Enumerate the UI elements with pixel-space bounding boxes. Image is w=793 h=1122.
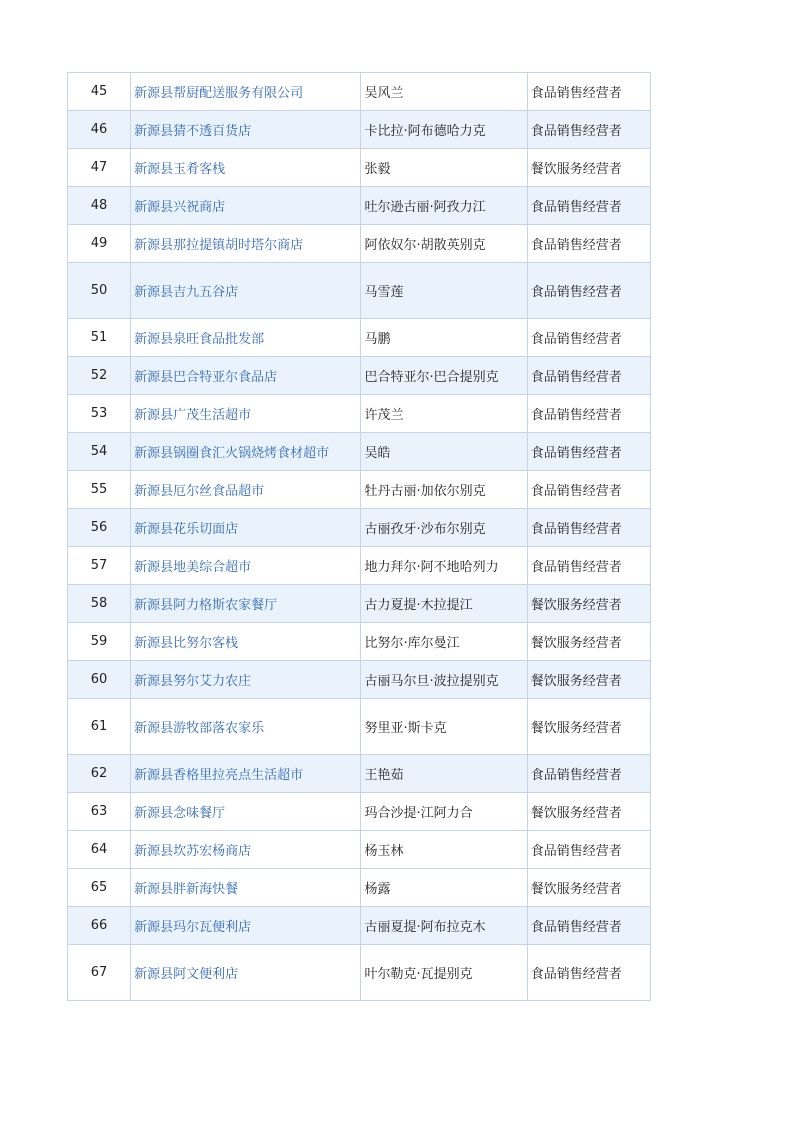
- business-name-cell: 新源县猜不透百货店: [131, 111, 361, 149]
- business-name-cell: 新源县念味餐厅: [131, 793, 361, 831]
- business-type-cell: 食品销售经营者: [527, 73, 650, 111]
- operator-name-cell: 许茂兰: [361, 395, 527, 433]
- operator-name-cell: 马雪莲: [361, 263, 527, 319]
- operator-name-cell: 玛合沙提·江阿力合: [361, 793, 527, 831]
- row-number-cell: 45: [68, 73, 131, 111]
- business-type-cell: 食品销售经营者: [527, 187, 650, 225]
- business-name-cell: 新源县游牧部落农家乐: [131, 699, 361, 755]
- table-row: [68, 433, 651, 471]
- table-row: [68, 699, 651, 755]
- operator-name-cell: 比努尔·库尔曼江: [361, 623, 527, 661]
- business-list-table: [67, 72, 651, 1001]
- table-row: [68, 661, 651, 699]
- table-row: [68, 907, 651, 945]
- table-body: [68, 73, 651, 1001]
- business-type-cell: 食品销售经营者: [527, 225, 650, 263]
- business-name-cell: 新源县阿文便利店: [131, 945, 361, 1001]
- operator-name-cell: 吴风兰: [361, 73, 527, 111]
- operator-name-cell: 古力夏提·木拉提江: [361, 585, 527, 623]
- business-name-cell: 新源县广茂生活超市: [131, 395, 361, 433]
- row-number-cell: 65: [68, 869, 131, 907]
- operator-name-cell: 古丽夏提·阿布拉克木: [361, 907, 527, 945]
- operator-name-cell: 叶尔勒克·瓦提别克: [361, 945, 527, 1001]
- operator-name-cell: 古丽马尔旦·波拉提别克: [361, 661, 527, 699]
- business-type-cell: 食品销售经营者: [527, 319, 650, 357]
- business-name-cell: 新源县香格里拉亮点生活超市: [131, 755, 361, 793]
- table-row: [68, 793, 651, 831]
- table-row: [68, 263, 651, 319]
- business-type-cell: 餐饮服务经营者: [527, 793, 650, 831]
- business-type-cell: 食品销售经营者: [527, 395, 650, 433]
- operator-name-cell: 古丽孜牙·沙布尔别克: [361, 509, 527, 547]
- table-row: [68, 547, 651, 585]
- table-row: [68, 187, 651, 225]
- business-name-cell: 新源县坎苏宏杨商店: [131, 831, 361, 869]
- table-row: [68, 471, 651, 509]
- operator-name-cell: 杨玉林: [361, 831, 527, 869]
- business-type-cell: 食品销售经营者: [527, 433, 650, 471]
- business-name-cell: 新源县吉九五谷店: [131, 263, 361, 319]
- business-type-cell: 食品销售经营者: [527, 357, 650, 395]
- table-row: [68, 945, 651, 1001]
- operator-name-cell: 努里亚·斯卡克: [361, 699, 527, 755]
- row-number-cell: 53: [68, 395, 131, 433]
- business-name-cell: 新源县厄尔丝食品超市: [131, 471, 361, 509]
- operator-name-cell: 吴皓: [361, 433, 527, 471]
- business-type-cell: 食品销售经营者: [527, 263, 650, 319]
- business-type-cell: 食品销售经营者: [527, 111, 650, 149]
- table-row: [68, 357, 651, 395]
- business-name-cell: 新源县阿力格斯农家餐厅: [131, 585, 361, 623]
- business-type-cell: 食品销售经营者: [527, 945, 650, 1001]
- business-type-cell: 食品销售经营者: [527, 547, 650, 585]
- table-row: [68, 395, 651, 433]
- row-number-cell: 58: [68, 585, 131, 623]
- row-number-cell: 49: [68, 225, 131, 263]
- business-type-cell: 食品销售经营者: [527, 907, 650, 945]
- business-type-cell: 食品销售经营者: [527, 831, 650, 869]
- business-type-cell: 食品销售经营者: [527, 509, 650, 547]
- business-name-cell: 新源县花乐切面店: [131, 509, 361, 547]
- row-number-cell: 52: [68, 357, 131, 395]
- business-type-cell: 餐饮服务经营者: [527, 699, 650, 755]
- row-number-cell: 67: [68, 945, 131, 1001]
- operator-name-cell: 巴合特亚尔·巴合提别克: [361, 357, 527, 395]
- business-name-cell: 新源县那拉提镇胡时塔尔商店: [131, 225, 361, 263]
- row-number-cell: 59: [68, 623, 131, 661]
- row-number-cell: 54: [68, 433, 131, 471]
- operator-name-cell: 王艳茹: [361, 755, 527, 793]
- operator-name-cell: 吐尔逊古丽·阿孜力江: [361, 187, 527, 225]
- row-number-cell: 63: [68, 793, 131, 831]
- table-row: [68, 585, 651, 623]
- business-name-cell: 新源县巴合特亚尔食品店: [131, 357, 361, 395]
- business-type-cell: 餐饮服务经营者: [527, 585, 650, 623]
- business-name-cell: 新源县玛尔瓦便利店: [131, 907, 361, 945]
- business-type-cell: 食品销售经营者: [527, 471, 650, 509]
- row-number-cell: 55: [68, 471, 131, 509]
- row-number-cell: 57: [68, 547, 131, 585]
- table-row: [68, 225, 651, 263]
- table-row: [68, 831, 651, 869]
- business-name-cell: 新源县帮厨配送服务有限公司: [131, 73, 361, 111]
- table-row: [68, 755, 651, 793]
- operator-name-cell: 牡丹古丽·加依尔别克: [361, 471, 527, 509]
- row-number-cell: 46: [68, 111, 131, 149]
- operator-name-cell: 张毅: [361, 149, 527, 187]
- table-row: [68, 869, 651, 907]
- business-type-cell: 餐饮服务经营者: [527, 661, 650, 699]
- row-number-cell: 48: [68, 187, 131, 225]
- business-type-cell: 餐饮服务经营者: [527, 869, 650, 907]
- row-number-cell: 56: [68, 509, 131, 547]
- business-name-cell: 新源县胖新海快餐: [131, 869, 361, 907]
- row-number-cell: 64: [68, 831, 131, 869]
- row-number-cell: 61: [68, 699, 131, 755]
- business-type-cell: 餐饮服务经营者: [527, 149, 650, 187]
- operator-name-cell: 卡比拉·阿布德哈力克: [361, 111, 527, 149]
- business-name-cell: 新源县比努尔客栈: [131, 623, 361, 661]
- table-row: [68, 319, 651, 357]
- table-row: [68, 509, 651, 547]
- table-row: [68, 149, 651, 187]
- table-row: [68, 73, 651, 111]
- business-name-cell: 新源县锅圈食汇火锅烧烤食材超市: [131, 433, 361, 471]
- row-number-cell: 51: [68, 319, 131, 357]
- business-name-cell: 新源县泉旺食品批发部: [131, 319, 361, 357]
- operator-name-cell: 阿依奴尔·胡散英别克: [361, 225, 527, 263]
- business-name-cell: 新源县兴祝商店: [131, 187, 361, 225]
- business-name-cell: 新源县努尔艾力农庄: [131, 661, 361, 699]
- row-number-cell: 66: [68, 907, 131, 945]
- row-number-cell: 47: [68, 149, 131, 187]
- table-row: [68, 623, 651, 661]
- business-type-cell: 食品销售经营者: [527, 755, 650, 793]
- business-name-cell: 新源县玉肴客栈: [131, 149, 361, 187]
- operator-name-cell: 马鹏: [361, 319, 527, 357]
- operator-name-cell: 杨露: [361, 869, 527, 907]
- business-type-cell: 餐饮服务经营者: [527, 623, 650, 661]
- row-number-cell: 50: [68, 263, 131, 319]
- row-number-cell: 60: [68, 661, 131, 699]
- operator-name-cell: 地力拜尔·阿不地哈列力: [361, 547, 527, 585]
- table-row: [68, 111, 651, 149]
- business-name-cell: 新源县地美综合超市: [131, 547, 361, 585]
- row-number-cell: 62: [68, 755, 131, 793]
